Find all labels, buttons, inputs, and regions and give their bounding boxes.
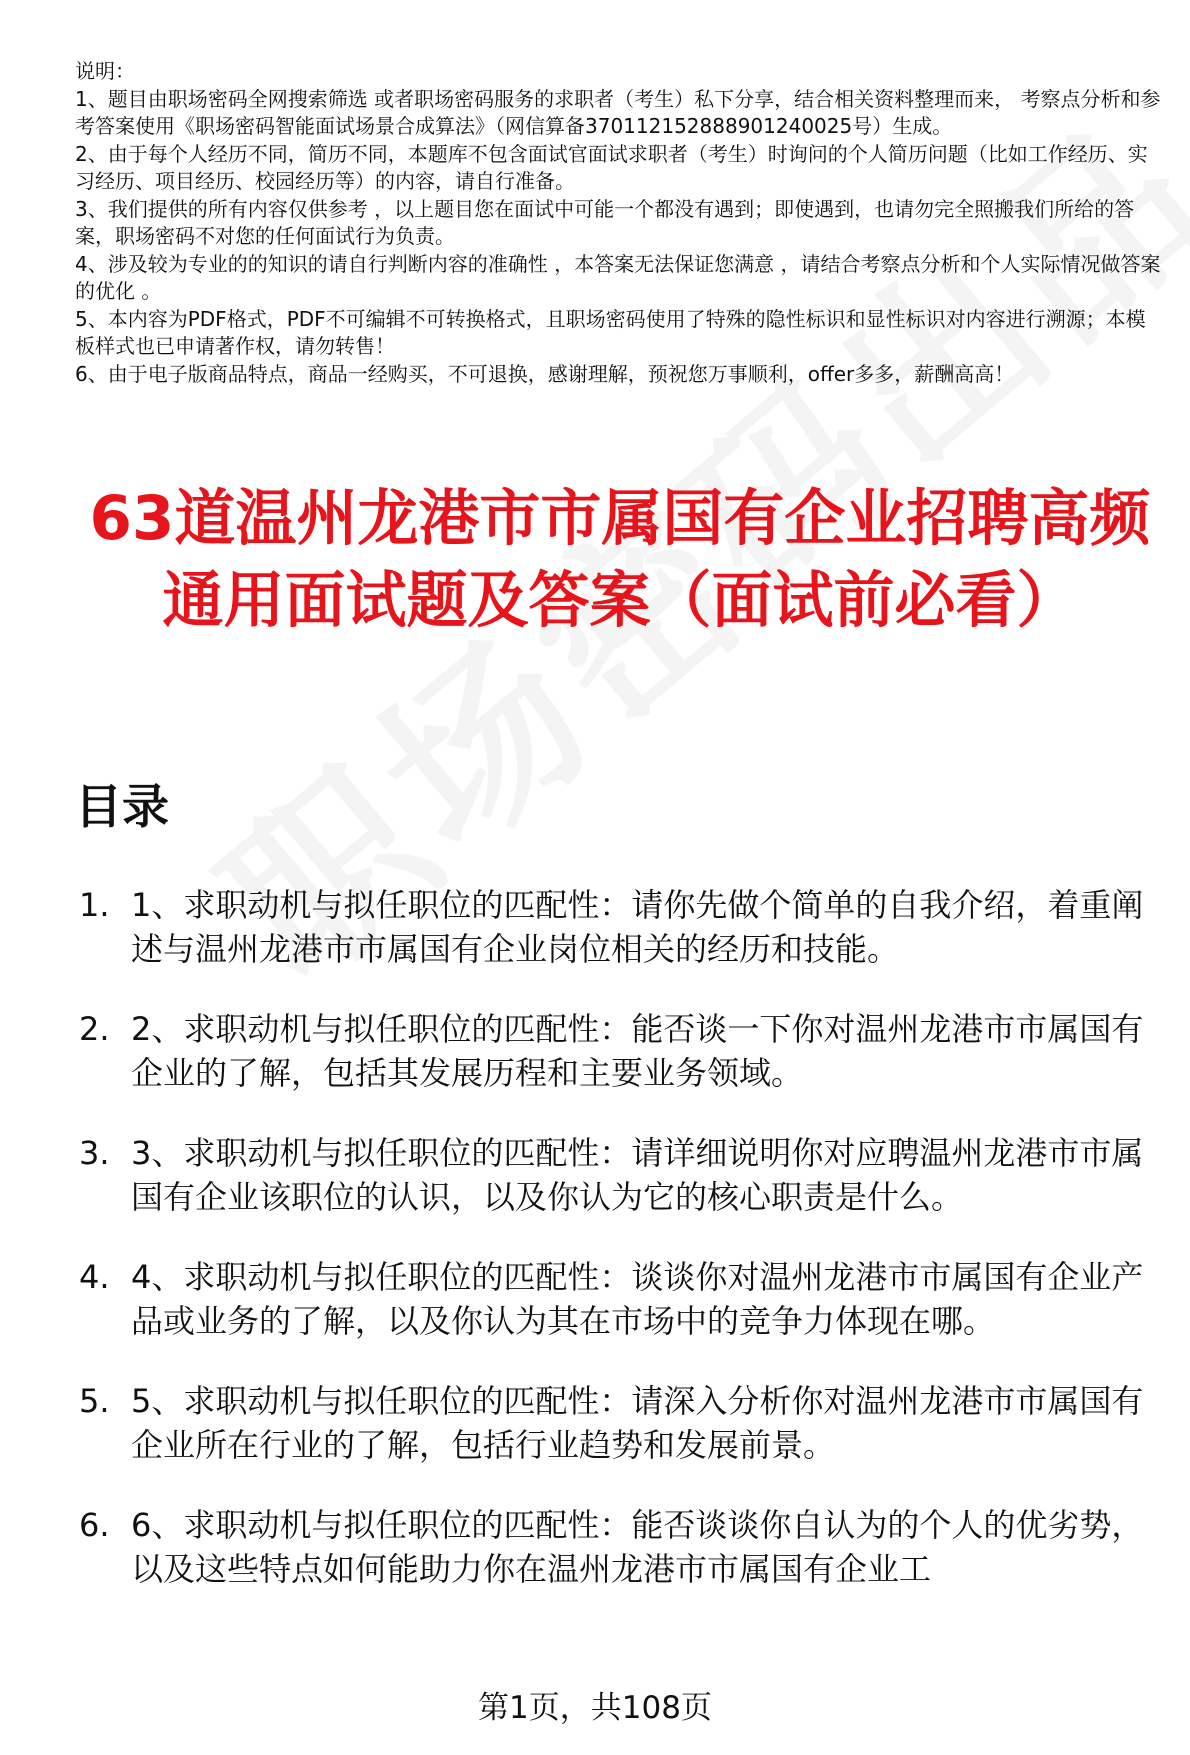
toc-item-3[interactable] (75, 1131, 1175, 1219)
toc-heading: 目录 (75, 780, 169, 835)
toc-item-text: 5、求职动机与拟任职位的匹配性：请深入分析你对温州龙港市市属国有企业所在行业的了解，包括行业趋势和发展前景。 (131, 1382, 1144, 1464)
toc-item-2[interactable] (75, 1007, 1175, 1095)
toc-item-4[interactable] (75, 1255, 1175, 1343)
toc-item-5[interactable] (75, 1379, 1175, 1467)
toc-item-6[interactable] (75, 1503, 1175, 1591)
toc-item-number: 1. (79, 886, 110, 924)
toc-item-number: 4. (79, 1258, 110, 1296)
toc-item-1[interactable] (75, 883, 1175, 971)
notice-block (75, 58, 1165, 388)
toc-item-number: 2. (79, 1010, 110, 1048)
notice-item-6: 6、由于电子版商品特点，商品一经购买，不可退换，感谢理解，预祝您万事顺利，offer多多，薪酬高高！ (75, 361, 1015, 386)
notice-heading: 说明： (75, 59, 135, 83)
toc-item-text: 2、求职动机与拟任职位的匹配性：能否谈一下你对温州龙港市市属国有企业的了解，包括其发展历程和主要业务领域。 (131, 1010, 1144, 1092)
notice-item-2: 2、由于每个人经历不同，简历不同，本题库不包含面试官面试求职者（考生）时询问的个人简历问题（比如工作经历、实习经历、项目经历、校园经历等）的内容，请自行准备。 (75, 141, 1148, 193)
notice-item-5: 5、本内容为PDF格式，PDF不可编辑不可转换格式，且职场密码使用了特殊的隐性标识和显性标识对内容进行溯源；本模板样式也已申请著作权，请勿转售！ (75, 306, 1146, 358)
toc-item-number: 3. (79, 1134, 110, 1172)
toc-item-text: 6、求职动机与拟任职位的匹配性：能否谈谈你自认为的个人的优劣势，以及这些特点如何能助力你在温州龙港市市属国有企业工 (131, 1506, 1144, 1588)
page-footer: 第1页，共108页 (478, 1690, 712, 1726)
notice-item-4: 4、涉及较为专业的的知识的请自行判断内容的准确性 ，本答案无法保证您满意 ，请结合考察点分析和个人实际情况做答案的优化 。 (75, 251, 1161, 303)
toc-item-text: 3、求职动机与拟任职位的匹配性：请详细说明你对应聘温州龙港市市属国有企业该职位的认识，以及你认为它的核心职责是什么。 (131, 1134, 1144, 1216)
toc-item-number: 5. (79, 1382, 110, 1420)
toc-item-text: 4、求职动机与拟任职位的匹配性：谈谈你对温州龙港市市属国有企业产品或业务的了解，以及你认为其在市场中的竞争力体现在哪。 (131, 1258, 1144, 1340)
notice-item-3: 3、我们提供的所有内容仅供参考 ，以上题目您在面试中可能一个都没有遇到；即使遇到，也请勿完全照搬我们所给的答案，职场密码不对您的任何面试行为负责。 (75, 196, 1135, 248)
toc-item-text: 1、求职动机与拟任职位的匹配性：请你先做个简单的自我介绍，着重阐述与温州龙港市市属国有企业岗位相关的经历和技能。 (131, 886, 1144, 968)
document-title: 63道温州龙港市市属国有企业招聘高频通用面试题及答案（面试前必看） (89, 483, 1151, 636)
toc-item-number: 6. (79, 1506, 110, 1544)
toc-list (75, 883, 1175, 1627)
notice-item-1: 1、题目由职场密码全网搜索筛选 或者职场密码服务的求职者（考生）私下分享，结合相关资料整理而来， 考察点分析和参考答案使用《职场密码智能面试场景合成算法》（网信算备370112152888901240025号）生成。 (75, 86, 1161, 138)
